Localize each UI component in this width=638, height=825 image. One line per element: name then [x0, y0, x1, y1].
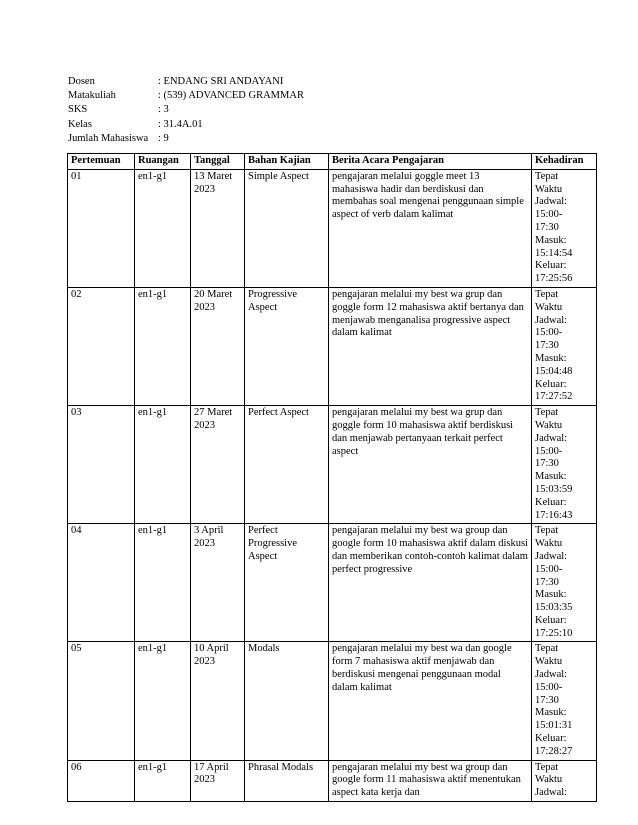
kehadiran-line: Keluar: [535, 614, 567, 626]
cell-tanggal: 3 April 2023 [191, 524, 245, 642]
kehadiran-line: Waktu [535, 183, 563, 195]
kehadiran-line: Jadwal: [535, 787, 568, 799]
kehadiran-line: 15:03:35 [535, 602, 573, 614]
info-label: Jumlah Mahasiswa [68, 132, 149, 144]
kehadiran-line: 17:30 [535, 576, 559, 588]
kehadiran-line: Keluar: [535, 378, 567, 390]
kehadiran-line: Waktu [535, 538, 563, 550]
info-row [68, 103, 304, 117]
table-row [68, 642, 597, 760]
kehadiran-line: 15:00- [535, 209, 563, 221]
cell-tanggal: 27 Maret 2023 [191, 406, 245, 524]
cell-bahan: Perfect Progressive Aspect [245, 524, 329, 642]
column-header: Bahan Kajian [245, 154, 329, 170]
kehadiran-line: 17:30 [535, 458, 559, 470]
cell-tanggal: 10 April 2023 [191, 642, 245, 760]
kehadiran-line: 17:25:56 [535, 273, 573, 285]
kehadiran-line: Tepat [535, 643, 559, 655]
kehadiran-line: Masuk: [535, 471, 567, 483]
cell-berita: pengajaran melalui my best wa dan google form 7 mahasiswa aktif menjawab dan berdiskusi mengenai penggunaan modal dalam kalimat [329, 642, 532, 760]
info-row [68, 118, 304, 132]
table-row [68, 524, 597, 642]
info-value: : 9 [158, 132, 169, 144]
cell-bahan: Perfect Aspect [245, 406, 329, 524]
table-row [68, 287, 597, 405]
kehadiran-line: 15:01:31 [535, 720, 573, 732]
cell-kehadiran [532, 642, 597, 760]
cell-bahan: Simple Aspect [245, 169, 329, 287]
kehadiran-line: Waktu [535, 301, 563, 313]
info-value: : 31.4A.01 [158, 118, 203, 130]
kehadiran-line: 17:27:52 [535, 391, 573, 403]
cell-ruangan: en1-g1 [135, 287, 191, 405]
kehadiran-line: 15:04:48 [535, 365, 573, 377]
cell-bahan: Phrasal Modals [245, 760, 329, 801]
kehadiran-line: 15:00- [535, 327, 563, 339]
cell-ruangan: en1-g1 [135, 642, 191, 760]
kehadiran-line: 17:30 [535, 221, 559, 233]
kehadiran-line: Masuk: [535, 234, 567, 246]
cell-kehadiran [532, 760, 597, 801]
kehadiran-line: 17:30 [535, 694, 559, 706]
kehadiran-line: 15:00- [535, 563, 563, 575]
cell-bahan: Progressive Aspect [245, 287, 329, 405]
cell-ruangan: en1-g1 [135, 760, 191, 801]
cell-kehadiran [532, 169, 597, 287]
info-label: Kelas [68, 118, 92, 130]
kehadiran-line: Waktu [535, 774, 563, 786]
column-header: Ruangan [135, 154, 191, 170]
kehadiran-line: Tepat [535, 525, 559, 537]
info-row [68, 132, 304, 146]
kehadiran-line: Jadwal: [535, 550, 568, 562]
cell-berita: pengajaran melalui my best wa grup dan goggle form 12 mahasiswa aktif bertanya dan menjawab menganalisa progressive aspect dalam kalimat [329, 287, 532, 405]
kehadiran-line: 17:30 [535, 340, 559, 352]
info-label: Dosen [68, 76, 95, 87]
kehadiran-line: 15:14:54 [535, 247, 573, 259]
cell-tanggal: 17 April 2023 [191, 760, 245, 801]
cell-tanggal: 20 Maret 2023 [191, 287, 245, 405]
info-row [68, 75, 304, 89]
kehadiran-line: Waktu [535, 419, 563, 431]
table-header-row [68, 154, 597, 170]
kehadiran-line: Keluar: [535, 733, 567, 745]
cell-ruangan: en1-g1 [135, 406, 191, 524]
kehadiran-line: Waktu [535, 656, 563, 668]
info-label: SKS [68, 104, 88, 116]
column-header: Pertemuan [68, 154, 135, 170]
cell-pertemuan: 01 [68, 169, 135, 287]
column-header: Kehadiran [532, 154, 597, 170]
kehadiran-line: 15:00- [535, 445, 563, 457]
kehadiran-line: Tepat [535, 288, 559, 300]
cell-kehadiran [532, 406, 597, 524]
column-header: Berita Acara Pengajaran [329, 154, 532, 170]
cell-pertemuan: 03 [68, 406, 135, 524]
cell-pertemuan: 05 [68, 642, 135, 760]
cell-berita: pengajaran melalui goggle meet 13 mahasiswa hadir dan berdiskusi dan membahas soal mengenai penggunaan simple aspect of verb dalam kalimat [329, 169, 532, 287]
info-row [68, 89, 304, 103]
cell-ruangan: en1-g1 [135, 169, 191, 287]
kehadiran-line: Masuk: [535, 589, 567, 601]
cell-pertemuan: 04 [68, 524, 135, 642]
kehadiran-line: Keluar: [535, 260, 567, 272]
kehadiran-line: 17:28:27 [535, 745, 573, 757]
cell-pertemuan: 06 [68, 760, 135, 801]
table-row [68, 406, 597, 524]
cell-berita: pengajaran melalui my best wa grup dan goggle form 10 mahasiswa aktif berdiskusi dan menjawab pertanyaan terkait perfect aspect [329, 406, 532, 524]
kehadiran-line: Jadwal: [535, 432, 568, 444]
kehadiran-line: 15:00- [535, 681, 563, 693]
info-value: : ENDANG SRI ANDAYANI [158, 76, 284, 87]
cell-kehadiran [532, 287, 597, 405]
kehadiran-line: 15:03:59 [535, 483, 573, 495]
kehadiran-line: Jadwal: [535, 196, 568, 208]
table-row [68, 169, 597, 287]
kehadiran-line: Jadwal: [535, 669, 568, 681]
info-label: Matakuliah [68, 90, 116, 102]
kehadiran-line: Keluar: [535, 496, 567, 508]
info-value: : (539) ADVANCED GRAMMAR [158, 90, 304, 102]
cell-ruangan: en1-g1 [135, 524, 191, 642]
kehadiran-line: 17:16:43 [535, 509, 573, 521]
cell-tanggal: 13 Maret 2023 [191, 169, 245, 287]
cell-berita: pengajaran melalui my best wa group dan google form 10 mahasiswa aktif dalam diskusi dan memberikan contoh-contoh kalimat dalam perfect progressive [329, 524, 532, 642]
info-value: : 3 [158, 104, 169, 116]
kehadiran-line: Tepat [535, 407, 559, 419]
kehadiran-line: Masuk: [535, 352, 567, 364]
teaching-journal-table [67, 153, 597, 802]
cell-kehadiran [532, 524, 597, 642]
cell-berita: pengajaran melalui my best wa group dan google form 11 mahasiswa aktif menentukan aspect kata kerja dan [329, 760, 532, 801]
kehadiran-line: Tepat [535, 170, 559, 182]
course-info [68, 75, 304, 146]
cell-bahan: Modals [245, 642, 329, 760]
cell-pertemuan: 02 [68, 287, 135, 405]
kehadiran-line: Masuk: [535, 707, 567, 719]
column-header: Tanggal [191, 154, 245, 170]
table-row [68, 760, 597, 801]
kehadiran-line: Tepat [535, 761, 559, 773]
kehadiran-line: 17:25:10 [535, 627, 573, 639]
kehadiran-line: Jadwal: [535, 314, 568, 326]
